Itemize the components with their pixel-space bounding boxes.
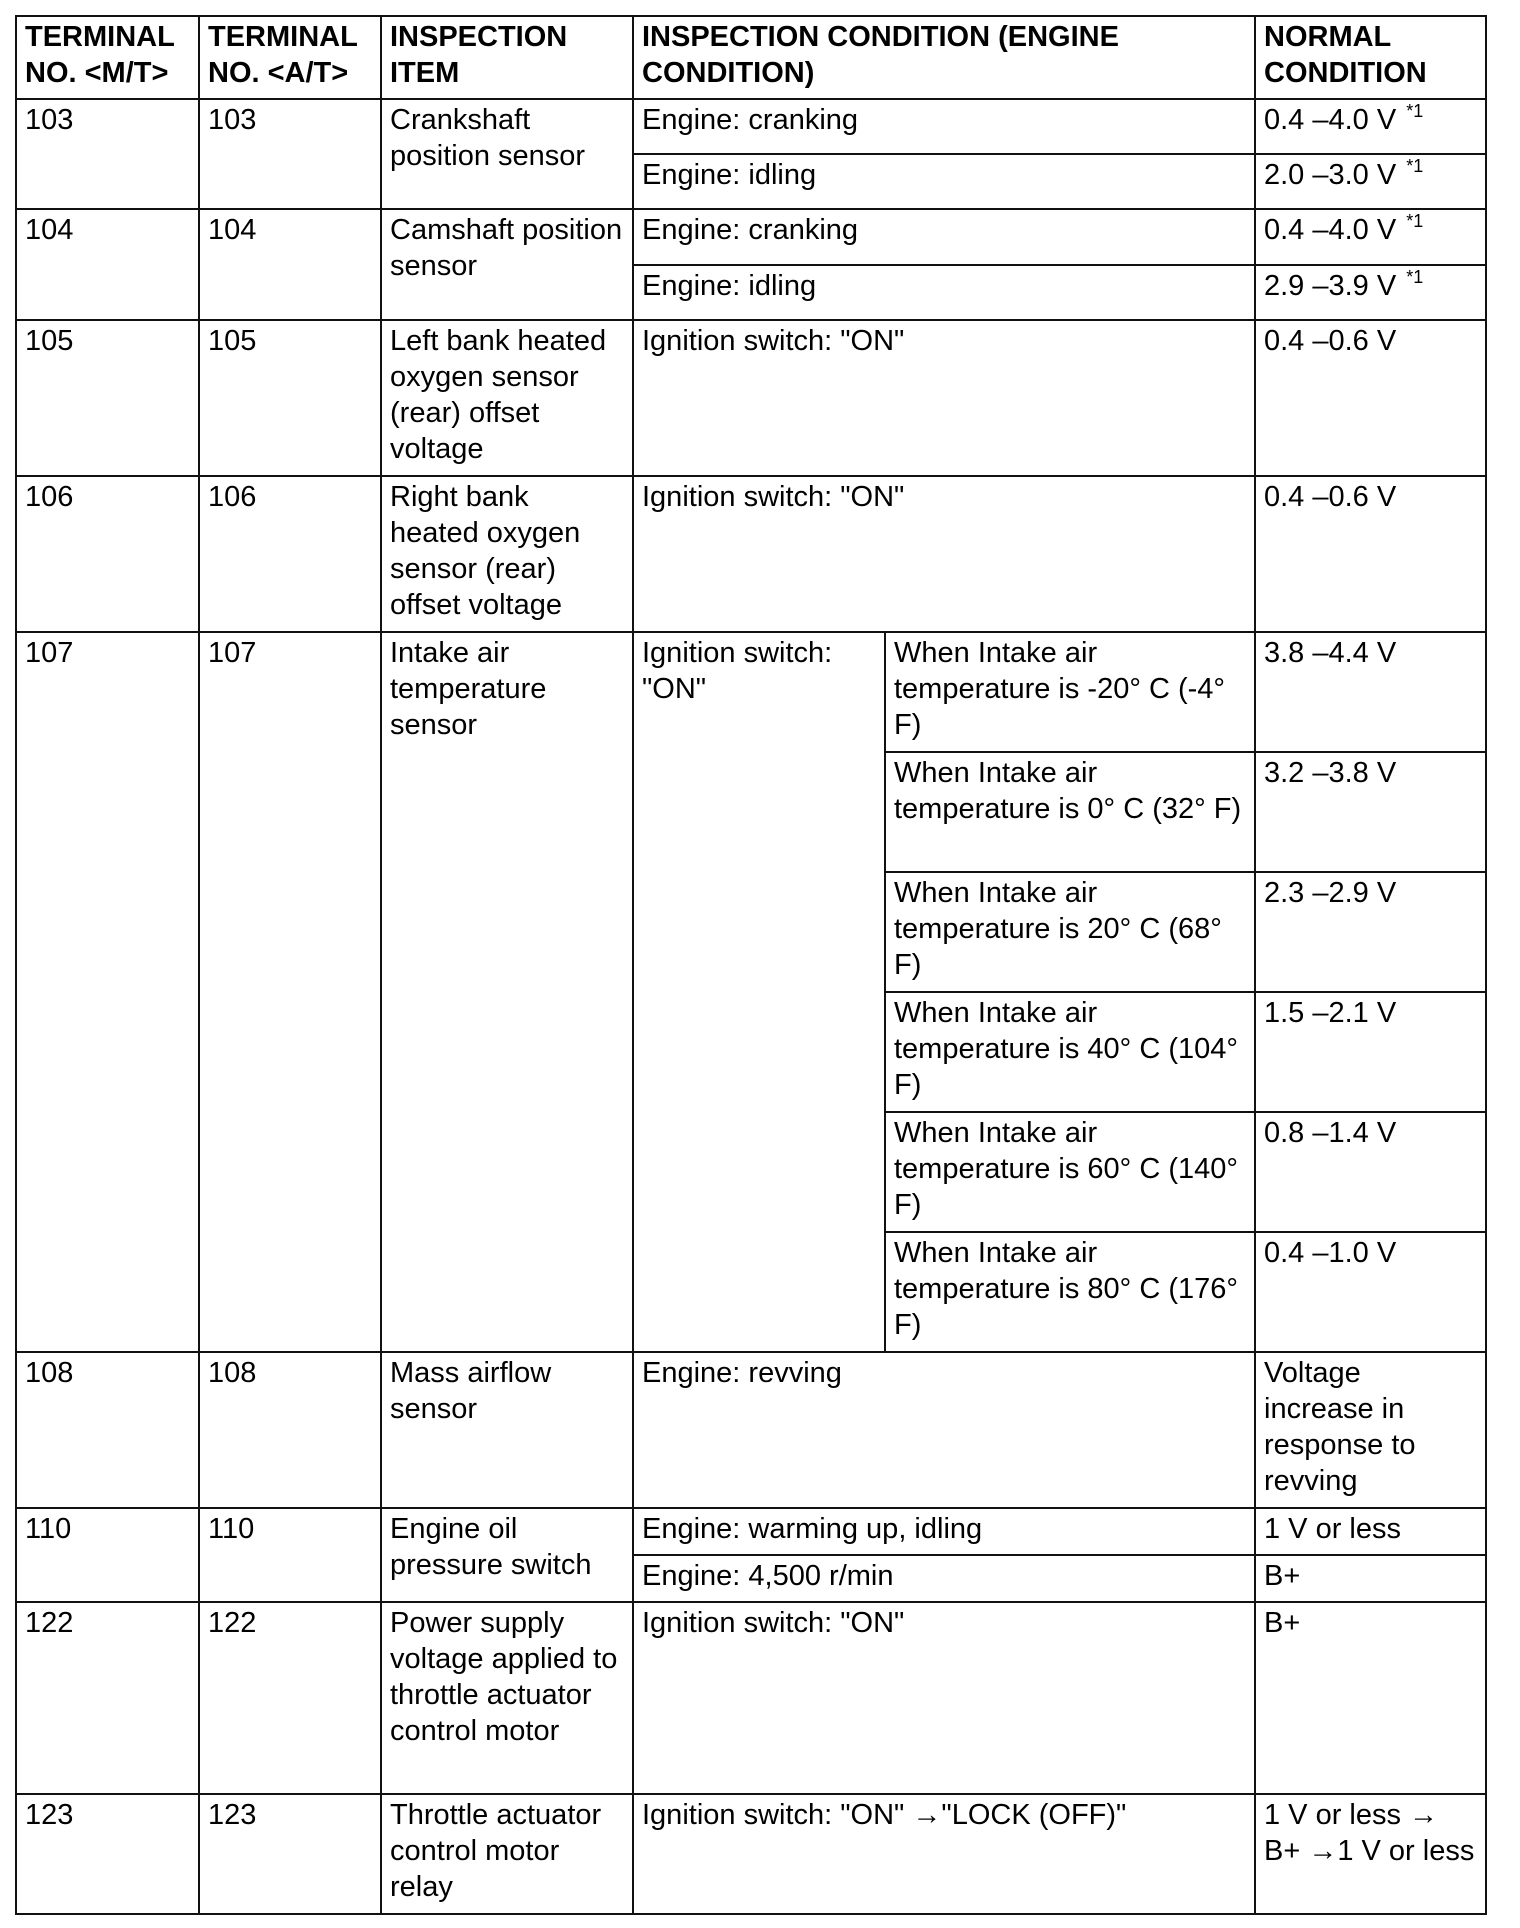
table-row [16,320,1486,476]
normal-condition-cell: 1 V or less → B+ →1 V or less [1255,1794,1486,1914]
inspection-condition-cell: Engine: cranking [633,99,1255,154]
normal-condition-value: 2.9 –3.9 V [1264,270,1397,302]
terminal-at-cell: 106 [199,476,381,632]
sub-condition-cell: When Intake air temperature is 80° C (176° F) [885,1232,1255,1352]
terminal-mt-cell: 103 [16,99,199,209]
sub-condition-cell: When Intake air temperature is 20° C (68° F) [885,872,1255,992]
footnote-mark: *1 [1406,211,1424,231]
table-row [16,632,1486,752]
normal-condition-cell: B+ [1255,1555,1486,1602]
inspection-condition-cell: Ignition switch: "ON" [633,320,1255,476]
inspection-condition-cell: Engine: revving [633,1352,1255,1508]
terminal-mt-cell: 122 [16,1602,199,1794]
header-terminal-mt: TERMINAL NO. <M/T> [16,16,199,99]
sub-condition-cell: When Intake air temperature is 60° C (140° F) [885,1112,1255,1232]
terminal-at-cell: 110 [199,1508,381,1602]
sub-condition-cell: When Intake air temperature is 0° C (32° F) [885,752,1255,872]
header-inspection-condition: INSPECTION CONDITION (ENGINE CONDITION) [633,16,1255,99]
terminal-at-cell: 123 [199,1794,381,1914]
header-terminal-at: TERMINAL NO. <A/T> [199,16,381,99]
inspection-condition-cell: Ignition switch: "ON" [633,1602,1255,1794]
inspection-table [15,15,1487,1915]
sub-condition-cell: When Intake air temperature is -20° C (-4° F) [885,632,1255,752]
footnote-mark: *1 [1406,101,1424,121]
normal-condition-cell: 1 V or less [1255,1508,1486,1555]
inspection-item-cell: Throttle actuator control motor relay [381,1794,633,1914]
terminal-at-cell: 108 [199,1352,381,1508]
terminal-mt-cell: 107 [16,632,199,1352]
inspection-item-cell: Right bank heated oxygen sensor (rear) offset voltage [381,476,633,632]
table-row [16,1352,1486,1508]
footnote-mark: *1 [1406,267,1424,287]
terminal-mt-cell: 105 [16,320,199,476]
terminal-at-cell: 105 [199,320,381,476]
inspection-item-cell: Crankshaft position sensor [381,99,633,209]
table-row [16,1602,1486,1794]
header-row [16,16,1486,99]
normal-condition-cell [1255,154,1486,209]
normal-condition-value: 0.4 –4.0 V [1264,104,1397,136]
table-row [16,99,1486,154]
sub-condition-cell: When Intake air temperature is 40° C (104° F) [885,992,1255,1112]
terminal-mt-cell: 108 [16,1352,199,1508]
normal-condition-value: 2.0 –3.0 V [1264,159,1397,191]
normal-condition-value: 0.4 –4.0 V [1264,214,1397,246]
inspection-condition-cell: Ignition switch: "ON" [633,632,885,1352]
inspection-condition-cell: Ignition switch: "ON" [633,476,1255,632]
inspection-condition-cell: Engine: idling [633,265,1255,320]
normal-condition-cell: 3.2 –3.8 V [1255,752,1486,872]
terminal-mt-cell: 104 [16,209,199,320]
table-row [16,1508,1486,1555]
header-inspection-item: INSPECTION ITEM [381,16,633,99]
normal-condition-cell: 2.3 –2.9 V [1255,872,1486,992]
inspection-item-cell: Engine oil pressure switch [381,1508,633,1602]
normal-condition-cell: B+ [1255,1602,1486,1794]
terminal-at-cell: 104 [199,209,381,320]
normal-condition-cell [1255,99,1486,154]
footnote-mark: *1 [1406,156,1424,176]
inspection-item-cell: Camshaft position sensor [381,209,633,320]
header-normal-condition: NORMAL CONDITION [1255,16,1486,99]
inspection-condition-cell: Engine: warming up, idling [633,1508,1255,1555]
normal-condition-cell: 3.8 –4.4 V [1255,632,1486,752]
inspection-condition-cell: Engine: 4,500 r/min [633,1555,1255,1602]
terminal-at-cell: 107 [199,632,381,1352]
inspection-item-cell: Left bank heated oxygen sensor (rear) offset voltage [381,320,633,476]
inspection-condition-cell: Ignition switch: "ON" →"LOCK (OFF)" [633,1794,1255,1914]
normal-condition-cell [1255,209,1486,265]
normal-condition-cell: 0.4 –0.6 V [1255,320,1486,476]
inspection-item-cell: Power supply voltage applied to throttle actuator control motor [381,1602,633,1794]
normal-condition-cell: 0.4 –1.0 V [1255,1232,1486,1352]
inspection-condition-cell: Engine: cranking [633,209,1255,265]
inspection-condition-cell: Engine: idling [633,154,1255,209]
normal-condition-cell: 1.5 –2.1 V [1255,992,1486,1112]
terminal-at-cell: 122 [199,1602,381,1794]
normal-condition-cell [1255,265,1486,320]
normal-condition-cell: Voltage increase in response to revving [1255,1352,1486,1508]
terminal-mt-cell: 110 [16,1508,199,1602]
normal-condition-cell: 0.4 –0.6 V [1255,476,1486,632]
table-row [16,1794,1486,1914]
inspection-item-cell: Mass airflow sensor [381,1352,633,1508]
terminal-mt-cell: 106 [16,476,199,632]
table-row [16,476,1486,632]
inspection-item-cell: Intake air temperature sensor [381,632,633,1352]
terminal-mt-cell: 123 [16,1794,199,1914]
table-row [16,209,1486,265]
terminal-at-cell: 103 [199,99,381,209]
normal-condition-cell: 0.8 –1.4 V [1255,1112,1486,1232]
